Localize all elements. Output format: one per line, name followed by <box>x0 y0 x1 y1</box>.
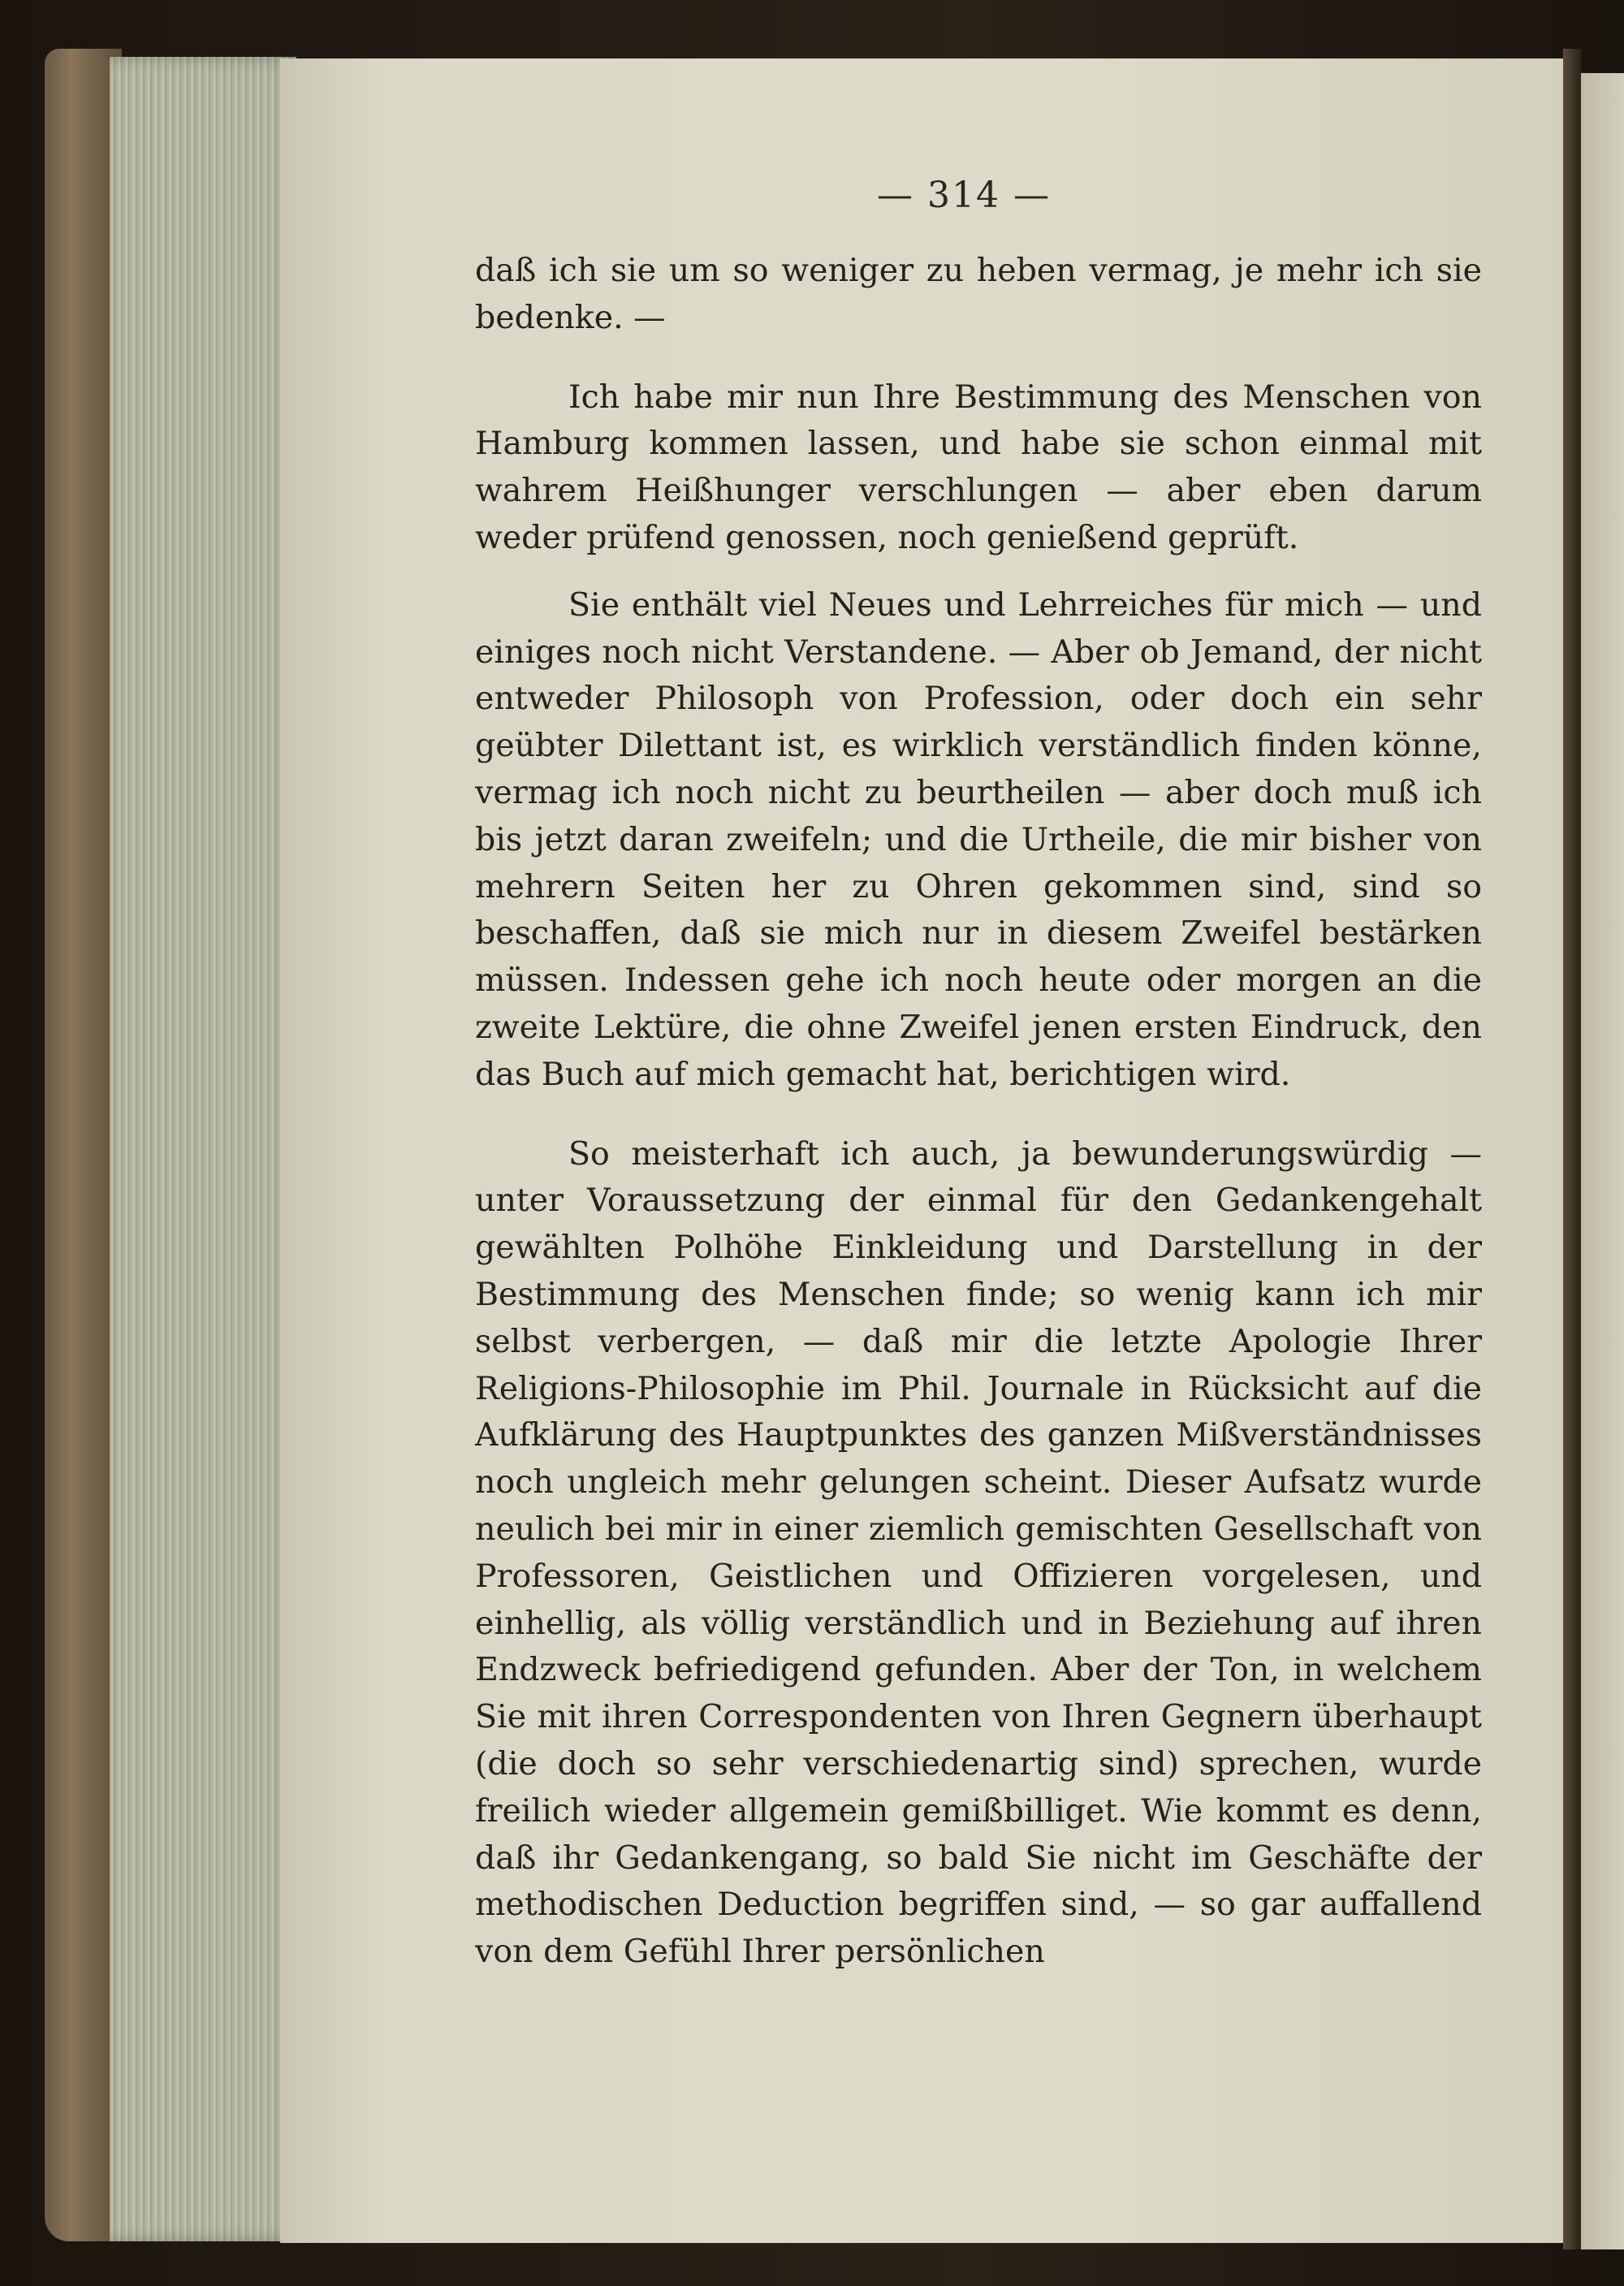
paragraph: So meisterhaft ich auch, ja bewunderungswürdig — unter Voraussetzung der einmal für den Gedankengehalt gewählten Polhöhe Einkleidung und Darstellung in der Bestimmung des Menschen finde; so wenig kann ich mir selbst verbergen, — daß mir die letzte Apologie Ihrer Religions-Philosophie im Phil. Journale in Rücksicht auf die Aufklärung des Hauptpunktes des ganzen Mißverständnisses noch ungleich mehr gelungen scheint. Dieser Aufsatz wurde neulich bei mir in einer ziemlich gemischten Gesellschaft von Professoren, Geistlichen und Offizieren vorgelesen, und einhellig, als völlig verständlich und in Beziehung auf ihren Endzweck befriedigend gefunden. Aber der Ton, in welchem Sie mit ihren Correspondenten von Ihren Gegnern überhaupt (die doch so sehr verschiedenartig sind) sprechen, wurde freilich wieder allgemein gemißbilliget. Wie kommt es denn, daß ihr Gedankengang, so bald Sie nicht im Geschäfte der methodischen Deduction begriffen sind, — so gar auffallend von dem Gefühl Ihrer persönlichen <box>475 1134 1482 1971</box>
book-gutter <box>1563 49 1581 2249</box>
page-block-edges <box>110 57 296 2241</box>
paragraph: Ich habe mir nun Ihre Bestimmung des Menschen von Hamburg kommen lassen, und habe sie schon einmal mit wahrem Heißhunger verschlungen — aber eben darum weder prüfend genossen, noch genießend geprüft. <box>475 378 1482 556</box>
facing-page-sliver <box>1581 73 1624 2249</box>
paragraph-continuation: daß ich sie um so weniger zu heben vermag, je mehr ich sie bedenke. — <box>475 252 1482 336</box>
body-text <box>475 248 1482 1976</box>
page-number: — 314 — <box>877 175 1051 216</box>
paragraph: Sie enthält viel Neues und Lehrreiches für mich — und einiges noch nicht Verstandene. — Aber ob Jemand, der nicht entweder Philosoph von Profession, oder doch ein sehr geübter Dilettant ist, es wirklich verständlich finden könne, vermag ich noch nicht zu beurtheilen — aber doch muß ich bis jetzt daran zweifeln; und die Urtheile, die mir bisher von mehrern Seiten her zu Ohren gekommen sind, sind so beschaffen, daß sie mich nur in diesem Zweifel bestärken müssen. Indessen gehe ich noch heute oder morgen an die zweite Lektüre, die ohne Zweifel jenen ersten Eindruck, den das Buch auf mich gemacht hat, berichtigen wird. <box>475 586 1482 1093</box>
